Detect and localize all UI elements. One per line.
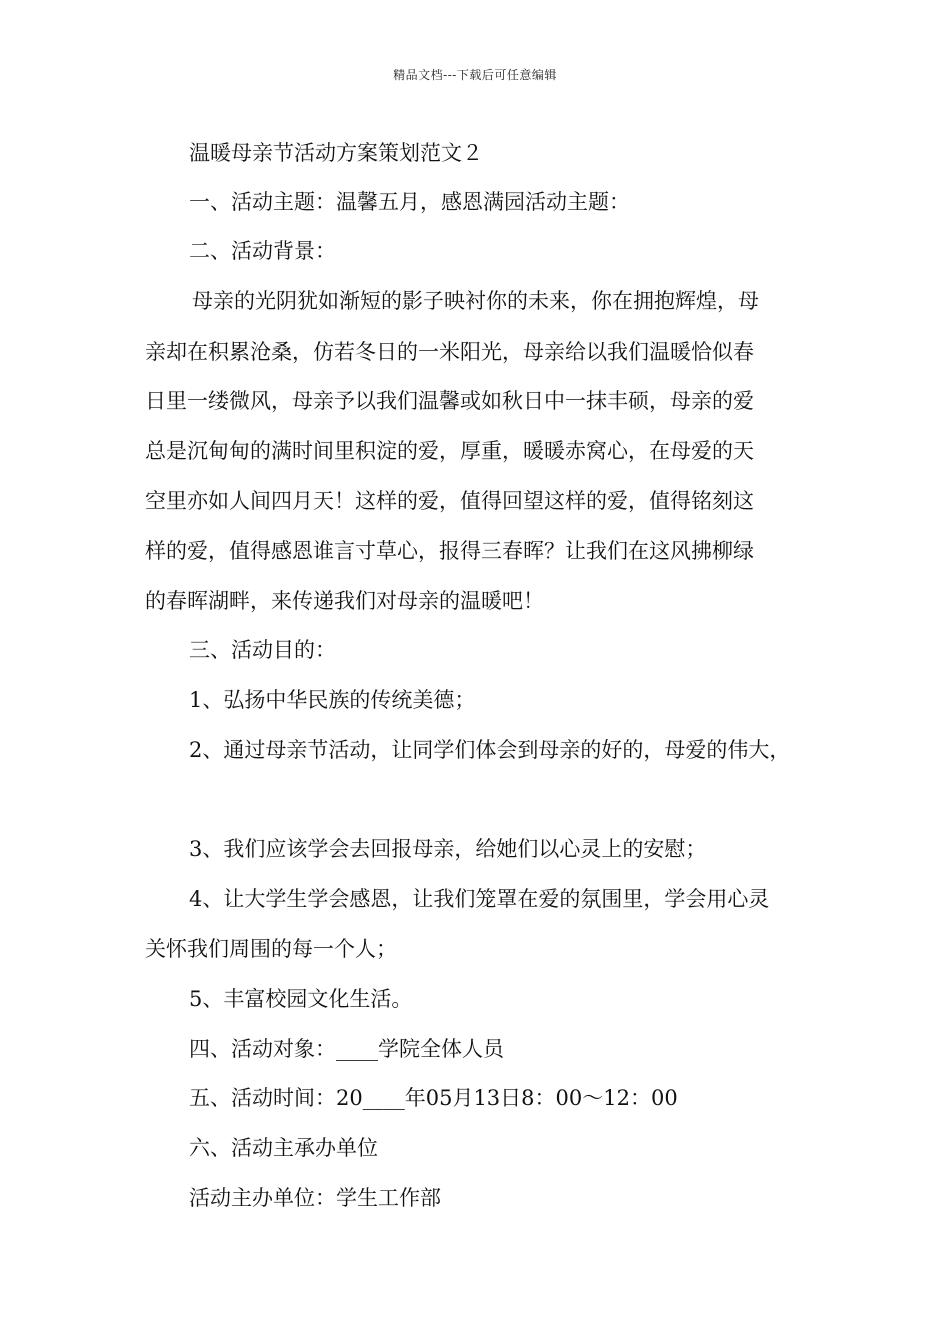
background-paragraph-line: 的春晖湖畔，来传递我们对母亲的温暖吧！ [145,589,544,613]
goal-item-1: 1、弘扬中华民族的传统美德； [189,688,476,712]
goal-item-3: 3、我们应该学会去回报母亲，给她们以心灵上的安慰； [189,837,707,861]
background-paragraph-line: 样的爱，值得感恩谁言寸草心，报得三春晖？让我们在这风拂柳绿 [145,539,754,563]
section-organizers-heading: 六、活动主承办单位 [189,1136,378,1160]
goal-item-4-continuation: 关怀我们周围的每一个人； [145,937,397,961]
section-goals-heading: 三、活动目的： [189,638,336,662]
organizer-line: 活动主办单位：学生工作部 [189,1186,441,1210]
goal-item-4: 4、让大学生学会感恩，让我们笼罩在爱的氛围里，学会用心灵 [189,887,770,911]
background-paragraph-line: 日里一缕微风，母亲予以我们温馨或如秋日中一抹丰硕，母亲的爱 [145,389,754,413]
document-title: 温暖母亲节活动方案策划范文２ [189,141,483,165]
section-theme: 一、活动主题：温馨五月，感恩满园活动主题： [189,190,630,214]
section-time: 五、活动时间：20____年05月13日8：00～12：00 [189,1086,678,1110]
goal-item-2: 2、通过母亲节活动，让同学们体会到母亲的好的，母爱的伟大， [189,738,791,762]
background-paragraph-line: 空里亦如人间四月天！这样的爱，值得回望这样的爱，值得铭刻这 [145,489,754,513]
page-header-watermark: 精品文档---下载后可任意编辑 [393,68,557,82]
section-audience: 四、活动对象：____学院全体人员 [189,1037,504,1061]
goal-item-5: 5、丰富校园文化生活。 [189,987,413,1011]
section-background-heading: 二、活动背景： [189,239,336,263]
background-paragraph-line: 母亲的光阴犹如渐短的影子映衬你的未来，你在拥抱辉煌，母 [192,289,759,313]
background-paragraph-line: 总是沉甸甸的满时间里积淀的爱，厚重，暖暖赤窝心，在母爱的天 [145,439,754,463]
background-paragraph-line: 亲却在积累沧桑，仿若冬日的一米阳光，母亲给以我们温暖恰似春 [145,340,754,364]
